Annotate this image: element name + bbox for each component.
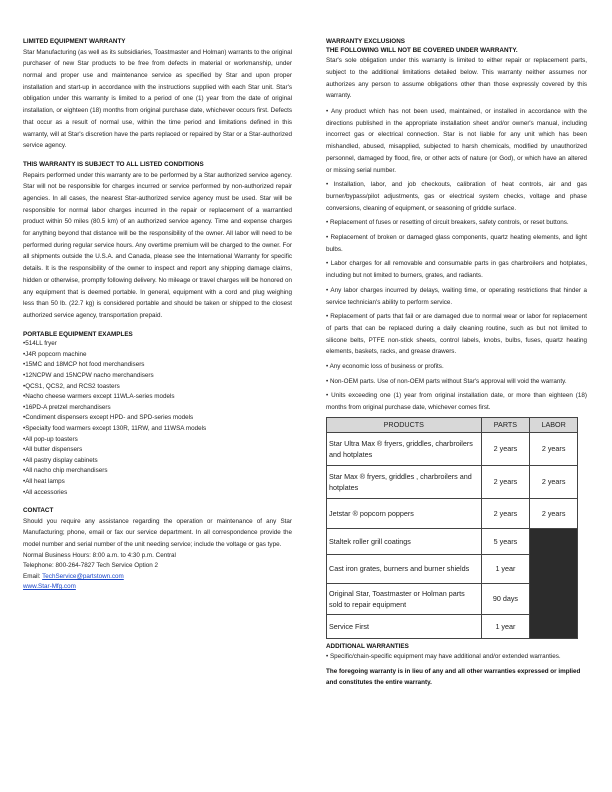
list-item: • Specialty food warmers except 130R, 11RW, and 11WSA models <box>23 424 292 435</box>
parts-cell: 5 years <box>481 528 530 554</box>
list-item: • Any labor charges incurred by delays, waiting time, or operating restrictions that hinder a service technician's ability to perform service. <box>326 285 587 308</box>
parts-column-header: PARTS <box>481 417 530 432</box>
final-warranty-statement: The foregoing warranty is in lieu of any and all other warranties expressed or implied and constitutes the entire warranty. <box>326 668 581 687</box>
exclusions-intro: Star's sole obligation under this warranty is limited to either repair or replacement parts, subject to the additional limitations detailed below. This warranty neither assumes nor authorizes any person to assume obligations other than those expressly covered by this warranty. <box>326 57 587 100</box>
not-covered-heading: THE FOLLOWING WILL NOT BE COVERED UNDER WARRANTY. <box>326 46 518 54</box>
business-hours: Normal Business Hours: 8:00 a.m. to 4:30 p.m. Central <box>23 551 176 559</box>
list-item: • All butter dispensers <box>23 445 292 456</box>
product-cell: Jetstar ® popcorn poppers <box>327 498 482 528</box>
parts-cell: 2 years <box>481 465 530 498</box>
product-cell: Cast iron grates, burners and burner shields <box>327 554 482 583</box>
list-item: • QCS1, QCS2, and RCS2 toasters <box>23 382 292 393</box>
website-link[interactable]: www.Star-Mfg.com <box>23 583 76 591</box>
email-link[interactable]: TechService@partstown.com <box>42 572 124 580</box>
additional-warranties-list <box>326 651 587 663</box>
right-column <box>326 38 587 688</box>
list-item: • Replacement of broken or damaged glass components, quartz heating elements, and light bulbs. <box>326 232 587 255</box>
labor-cell: 2 years <box>530 432 578 465</box>
parts-cell: 1 year <box>481 554 530 583</box>
list-item: • Units exceeding one (1) year from original installation date, or more than eighteen (18) months from original purchase date, whichever comes first. <box>326 390 587 413</box>
limited-warranty-heading: LIMITED EQUIPMENT WARRANTY <box>23 38 126 45</box>
list-item: • All pop-up toasters <box>23 435 292 446</box>
exclusions-list <box>326 106 587 414</box>
portable-examples-heading: PORTABLE EQUIPMENT EXAMPLES <box>23 330 133 338</box>
website-line <box>23 582 292 593</box>
labor-cell: 2 years <box>530 498 578 528</box>
list-item: • 15MC and 18MCP hot food merchandisers <box>23 360 292 371</box>
conditions-text: Repairs performed under this warranty are to be performed by a Star authorized service agency. Star will not be responsible for charges incurred or service performed by non-authorized repair agencies. In all cases, the nearest Star-authorized service agency must be used. Star will be responsible for normal labor charges incurred in the repair or replacement of a warrantied product within 50 miles (80.5 km) of an authorized service agency. Time and expense charges for anything beyond that distance will be the responsibility of the owner. All labor will need to be performed during regular service hours. Any overtime premium will be charged to the owner. For all shipments outside the U.S.A. and Canada, please see the International Warranty for specific details. It is the responsibility of the owner to inspect and report any shipping damage claims, hidden or otherwise, promptly following delivery. No mileage or travel charges will be honored on any equipment that is deemed portable. In general, equipment with a cord and plug weighing less than 50 lb. (22.7 kg) is considered portable and should be taken or shipped to the closest authorized service agency, transportation prepaid. <box>23 171 292 319</box>
table-row <box>327 432 578 465</box>
limited-warranty-text: Star Manufacturing (as well as its subsidiaries, Toastmaster and Holman) warrants to the original purchaser of new Star products to be free from defects in material or workmanship, under normal and proper use and maintenance service as specified by Star and upon proper installation and start-up in accordance with the instructions supplied with each Star unit. Star's obligation under this warranty is limited to a period of one (1) year from the date of original installation, or eighteen (18) months from original purchase date, whichever occurs first. Defects that occur as a result of normal use, within the time period and limitations defined in this warranty, will at Star's discretion have the parts replaced or repaired by Star or a Star-authorized service agency. <box>23 48 292 150</box>
email-label: Email: <box>23 572 43 580</box>
additional-warranties-heading: ADDITIONAL WARRANTIES <box>326 642 409 650</box>
product-cell: Original Star, Toastmaster or Holman parts sold to repair equipment <box>327 583 482 614</box>
parts-cell: 90 days <box>481 583 530 614</box>
list-item: • Replacement of fuses or resetting of circuit breakers, safety controls, or reset buttons. <box>326 217 587 229</box>
list-item: • 16PD-A pretzel merchandisers <box>23 403 292 414</box>
list-item: • Specific/chain-specific equipment may have additional and/or extended warranties. <box>326 651 587 663</box>
email-line <box>23 572 292 583</box>
product-cell: Service First <box>327 614 482 638</box>
contact-text: Should you require any assistance regarding the operation or maintenance of any Star Manufacturing; phone, email or fax our service department. In all correspondence provide the model number and serial number of the unit needing service; include the voltage or gas type. <box>23 517 292 549</box>
parts-cell: 1 year <box>481 614 530 638</box>
product-cell: Staltek roller grill coatings <box>327 528 482 554</box>
list-item: • All accessories <box>23 488 292 499</box>
left-column <box>23 38 292 593</box>
conditions-heading: THIS WARRANTY IS SUBJECT TO ALL LISTED CONDITIONS <box>23 160 204 168</box>
product-cell: Star Ultra Max ® fryers, griddles, charbroilers and hotplates <box>327 432 482 465</box>
products-column-header: PRODUCTS <box>327 417 482 432</box>
table-row <box>327 498 578 528</box>
list-item: • Replacement of parts that fail or are damaged due to normal wear or labor for replacement of parts that can be replaced during a daily cleaning routine, such as but not limited to silicone belts, PTFE non-stick sheets, control labels, knobs, bulbs, fuses, quartz heating elements, baskets, racks, and grease drawers. <box>326 311 587 358</box>
list-item: • J4R popcorn machine <box>23 350 292 361</box>
list-item: • Any product which has not been used, maintained, or installed in accordance with the directions published in the appropriate installation sheet and/or owner's manual, including incorrect gas or electrical connection. Star is not liable for any unit which has been mishandled, abused, misapplied, subjected to harsh chemicals, modified by unauthorized personnel, damaged by flood, fire, or other acts of nature (or God), or which have an altered or missing serial number. <box>326 106 587 176</box>
list-item: • Nacho cheese warmers except 11WLA-series models <box>23 392 292 403</box>
parts-cell: 2 years <box>481 432 530 465</box>
labor-shaded-cell <box>530 528 578 638</box>
contact-heading: CONTACT <box>23 507 54 515</box>
exclusions-heading: WARRANTY EXCLUSIONS <box>326 38 405 45</box>
list-item: • 12NCPW and 15NCPW nacho merchandisers <box>23 371 292 382</box>
list-item: • All pastry display cabinets <box>23 456 292 467</box>
telephone: Telephone: 800-264-7827 Tech Service Option 2 <box>23 562 159 570</box>
portable-examples-list <box>23 339 292 498</box>
list-item: • All heat lamps <box>23 477 292 488</box>
labor-cell: 2 years <box>530 465 578 498</box>
product-cell: Star Max ® fryers, griddles , charbroilers and hotplates <box>327 465 482 498</box>
list-item: • Condiment dispensers except HPD- and SPD-series models <box>23 413 292 424</box>
parts-cell: 2 years <box>481 498 530 528</box>
list-item: • Labor charges for all removable and consumable parts in gas charbroilers and hotplates, including but not limited to burners, grates, and radiants. <box>326 258 587 281</box>
labor-column-header: LABOR <box>530 417 578 432</box>
list-item: • Installation, labor, and job checkouts, calibration of heat controls, air and gas burner/bypass/pilot adjustments, gas or electrical system checks, voltage and phase conversions, cleaning of equipment, or seasoning of griddle surface. <box>326 179 587 214</box>
table-row <box>327 465 578 498</box>
list-item: • Non-OEM parts. Use of non-OEM parts without Star's approval will void the warranty. <box>326 376 587 388</box>
list-item: • All nacho chip merchandisers <box>23 466 292 477</box>
table-row <box>327 528 578 554</box>
list-item: • 514LL fryer <box>23 339 292 350</box>
warranty-table <box>326 417 578 639</box>
list-item: • Any economic loss of business or profits. <box>326 361 587 373</box>
table-header-row <box>327 417 578 432</box>
